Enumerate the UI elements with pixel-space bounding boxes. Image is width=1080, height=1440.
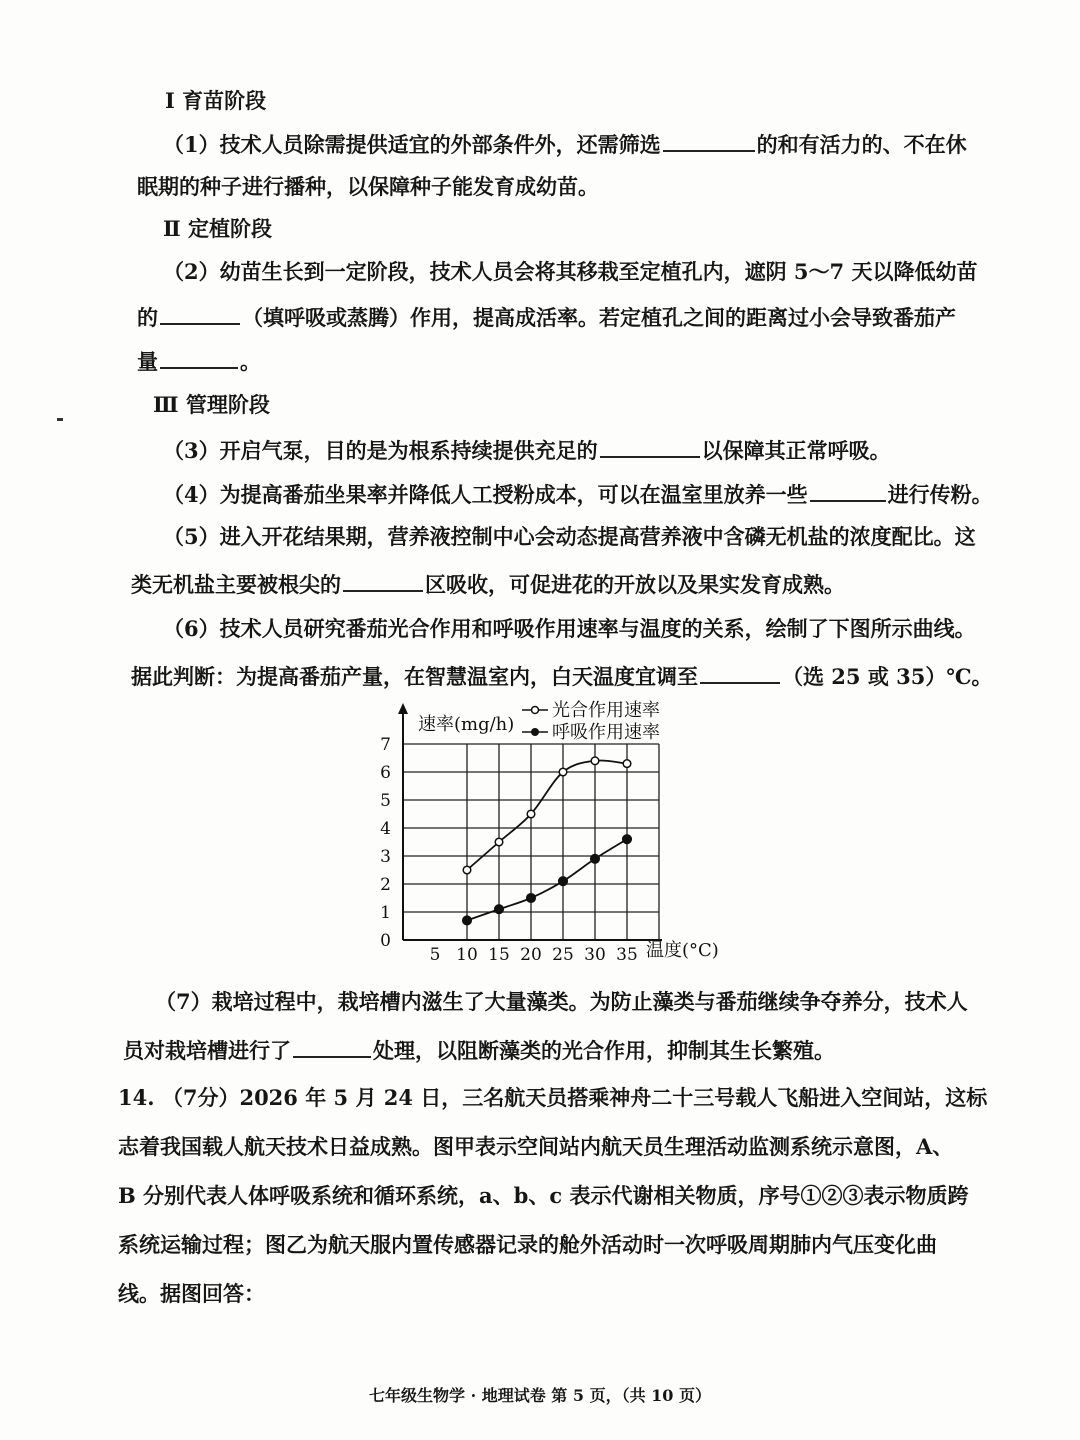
question-5-line-1: （5）进入开花结果期，营养液控制中心会动态提高营养液中含磷无机盐的浓度配比。这 bbox=[163, 524, 976, 549]
question-2-line-1: （2）幼苗生长到一定阶段，技术人员会将其移栽至定植孔内，遮阴 5～7 天以降低幼苗 bbox=[163, 259, 978, 284]
question-5-text-b1: 类无机盐主要被根尖的 bbox=[131, 572, 341, 597]
question-3-answer-blank[interactable] bbox=[600, 434, 700, 458]
chart-series-points bbox=[463, 757, 632, 925]
respiration-data-point bbox=[591, 855, 600, 864]
photosynthesis-data-point bbox=[495, 838, 503, 846]
respiration-data-point bbox=[463, 916, 472, 925]
x-tick-label: 25 bbox=[552, 945, 574, 965]
question-4-line bbox=[163, 478, 993, 510]
question-14-line-2: 志着我国载人航天技术日益成熟。图甲表示空间站内航天员生理活动监测系统示意图，A、 bbox=[118, 1134, 954, 1159]
question-2-text-b2: （填呼吸或蒸腾）作用，提高成活率。若定植孔之间的距离过小会导致番茄产 bbox=[242, 305, 956, 330]
y-tick-label: 2 bbox=[380, 875, 391, 895]
question-4-answer-blank[interactable] bbox=[810, 478, 886, 502]
section-heading-seedling: Ⅰ 育苗阶段 bbox=[165, 88, 267, 113]
respiration-data-point bbox=[623, 835, 632, 844]
chart-tick-labels bbox=[380, 735, 638, 965]
question-1-answer-blank[interactable] bbox=[663, 128, 755, 152]
question-7-text-b2: 处理，以阻断藻类的光合作用，抑制其生长繁殖。 bbox=[373, 1038, 835, 1063]
photosynthesis-data-point bbox=[527, 810, 535, 818]
legend-marker-respiration bbox=[531, 728, 539, 736]
legend-label-respiration: 呼吸作用速率 bbox=[552, 722, 660, 743]
question-14-line-1: 14. （7分）2026 年 5 月 24 日，三名航天员搭乘神舟二十三号载人飞船进入空间站，这标 bbox=[118, 1085, 988, 1110]
question-3-text-b: 以保障其正常呼吸。 bbox=[701, 438, 891, 463]
photosynthesis-data-point bbox=[623, 760, 631, 768]
legend-marker-photosynthesis bbox=[532, 707, 539, 714]
x-tick-label: 30 bbox=[584, 945, 606, 965]
legend-label-photosynthesis: 光合作用速率 bbox=[552, 700, 660, 721]
x-axis-label: 温度(°C) bbox=[646, 940, 719, 961]
chart-legend bbox=[522, 700, 660, 743]
question-2-text-b1: 的 bbox=[137, 305, 158, 330]
question-2-line-3 bbox=[137, 345, 261, 377]
x-tick-label: 20 bbox=[520, 945, 542, 965]
y-axis-arrow bbox=[398, 703, 408, 714]
question-14-line-4: 系统运输过程；图乙为航天服内置传感器记录的舱外活动时一次呼吸周期肺内气压变化曲 bbox=[118, 1232, 937, 1257]
respiration-data-point bbox=[559, 877, 568, 886]
question-2-text-c2: 。 bbox=[240, 349, 261, 374]
y-tick-label: 3 bbox=[380, 847, 391, 867]
question-6-text-b1: 据此判断：为提高番茄产量，在智慧温室内，白天温度宜调至 bbox=[131, 664, 698, 689]
question-4-text-b: 进行传粉。 bbox=[887, 482, 993, 507]
respiration-rate-line bbox=[467, 839, 627, 920]
question-5-line-2 bbox=[131, 568, 845, 600]
question-14-line-5: 线。据图回答： bbox=[118, 1281, 265, 1306]
question-14-line-3: B 分别代表人体呼吸系统和循环系统，a、b、c 表示代谢相关物质，序号①②③表示物质跨 bbox=[118, 1183, 969, 1208]
question-6-answer-blank[interactable] bbox=[700, 660, 780, 684]
respiration-data-point bbox=[527, 894, 536, 903]
question-7-text-b1: 员对栽培槽进行了 bbox=[123, 1038, 291, 1063]
question-6-line-2 bbox=[131, 660, 993, 692]
y-axis-label: 速率(mg/h) bbox=[418, 714, 515, 735]
chart-svg bbox=[360, 700, 720, 975]
question-6-line-1: （6）技术人员研究番茄光合作用和呼吸作用速率与温度的关系，绘制了下图所示曲线。 bbox=[163, 616, 976, 641]
y-tick-label: 7 bbox=[380, 735, 391, 755]
question-1-line-1 bbox=[163, 128, 967, 160]
photosynthesis-data-point bbox=[559, 768, 567, 776]
y-tick-label: 1 bbox=[380, 903, 391, 923]
x-tick-label: 10 bbox=[456, 945, 478, 965]
question-1-line-2: 眠期的种子进行播种，以保障种子能发育成幼苗。 bbox=[137, 174, 599, 199]
y-tick-label: 5 bbox=[380, 791, 391, 811]
question-6-text-b2: （选 25 或 35）℃。 bbox=[782, 664, 993, 689]
y-tick-label: 0 bbox=[380, 931, 391, 951]
photosynthesis-data-point bbox=[591, 757, 599, 765]
x-tick-label: 15 bbox=[488, 945, 510, 965]
question-2-answer-blank-1[interactable] bbox=[160, 301, 240, 325]
question-2-line-2 bbox=[137, 301, 956, 333]
section-heading-planting: Ⅱ 定植阶段 bbox=[163, 216, 273, 241]
y-tick-label: 6 bbox=[380, 763, 391, 783]
chart-series-lines bbox=[467, 760, 627, 920]
question-5-answer-blank[interactable] bbox=[343, 568, 423, 592]
question-2-text-c1: 量 bbox=[137, 349, 158, 374]
question-2-answer-blank-2[interactable] bbox=[160, 345, 238, 369]
section-heading-management: Ⅲ 管理阶段 bbox=[153, 392, 270, 417]
question-3-line bbox=[163, 434, 891, 466]
question-7-line-2 bbox=[123, 1034, 835, 1066]
question-7-answer-blank[interactable] bbox=[293, 1034, 371, 1058]
x-tick-label: 5 bbox=[429, 945, 441, 965]
rate-temperature-chart bbox=[360, 700, 720, 975]
question-5-text-b2: 区吸收，可促进花的开放以及果实发育成熟。 bbox=[425, 572, 845, 597]
photosynthesis-data-point bbox=[463, 866, 471, 874]
x-tick-label: 35 bbox=[616, 945, 638, 965]
margin-mark bbox=[57, 418, 63, 421]
y-tick-label: 4 bbox=[380, 819, 391, 839]
question-1-text-a: （1）技术人员除需提供适宜的外部条件外，还需筛选 bbox=[163, 132, 661, 157]
respiration-data-point bbox=[495, 905, 504, 914]
page-footer: 七年级生物学 · 地理试卷 第 5 页，（共 10 页） bbox=[369, 1386, 711, 1405]
question-3-text-a: （3）开启气泵，目的是为根系持续提供充足的 bbox=[163, 438, 598, 463]
question-4-text-a: （4）为提高番茄坐果率并降低人工授粉成本，可以在温室里放养一些 bbox=[163, 482, 808, 507]
question-7-line-1: （7）栽培过程中，栽培槽内滋生了大量藻类。为防止藻类与番茄继续争夺养分，技术人 bbox=[155, 989, 968, 1014]
question-1-text-b: 的和有活力的、不在休 bbox=[756, 132, 967, 157]
